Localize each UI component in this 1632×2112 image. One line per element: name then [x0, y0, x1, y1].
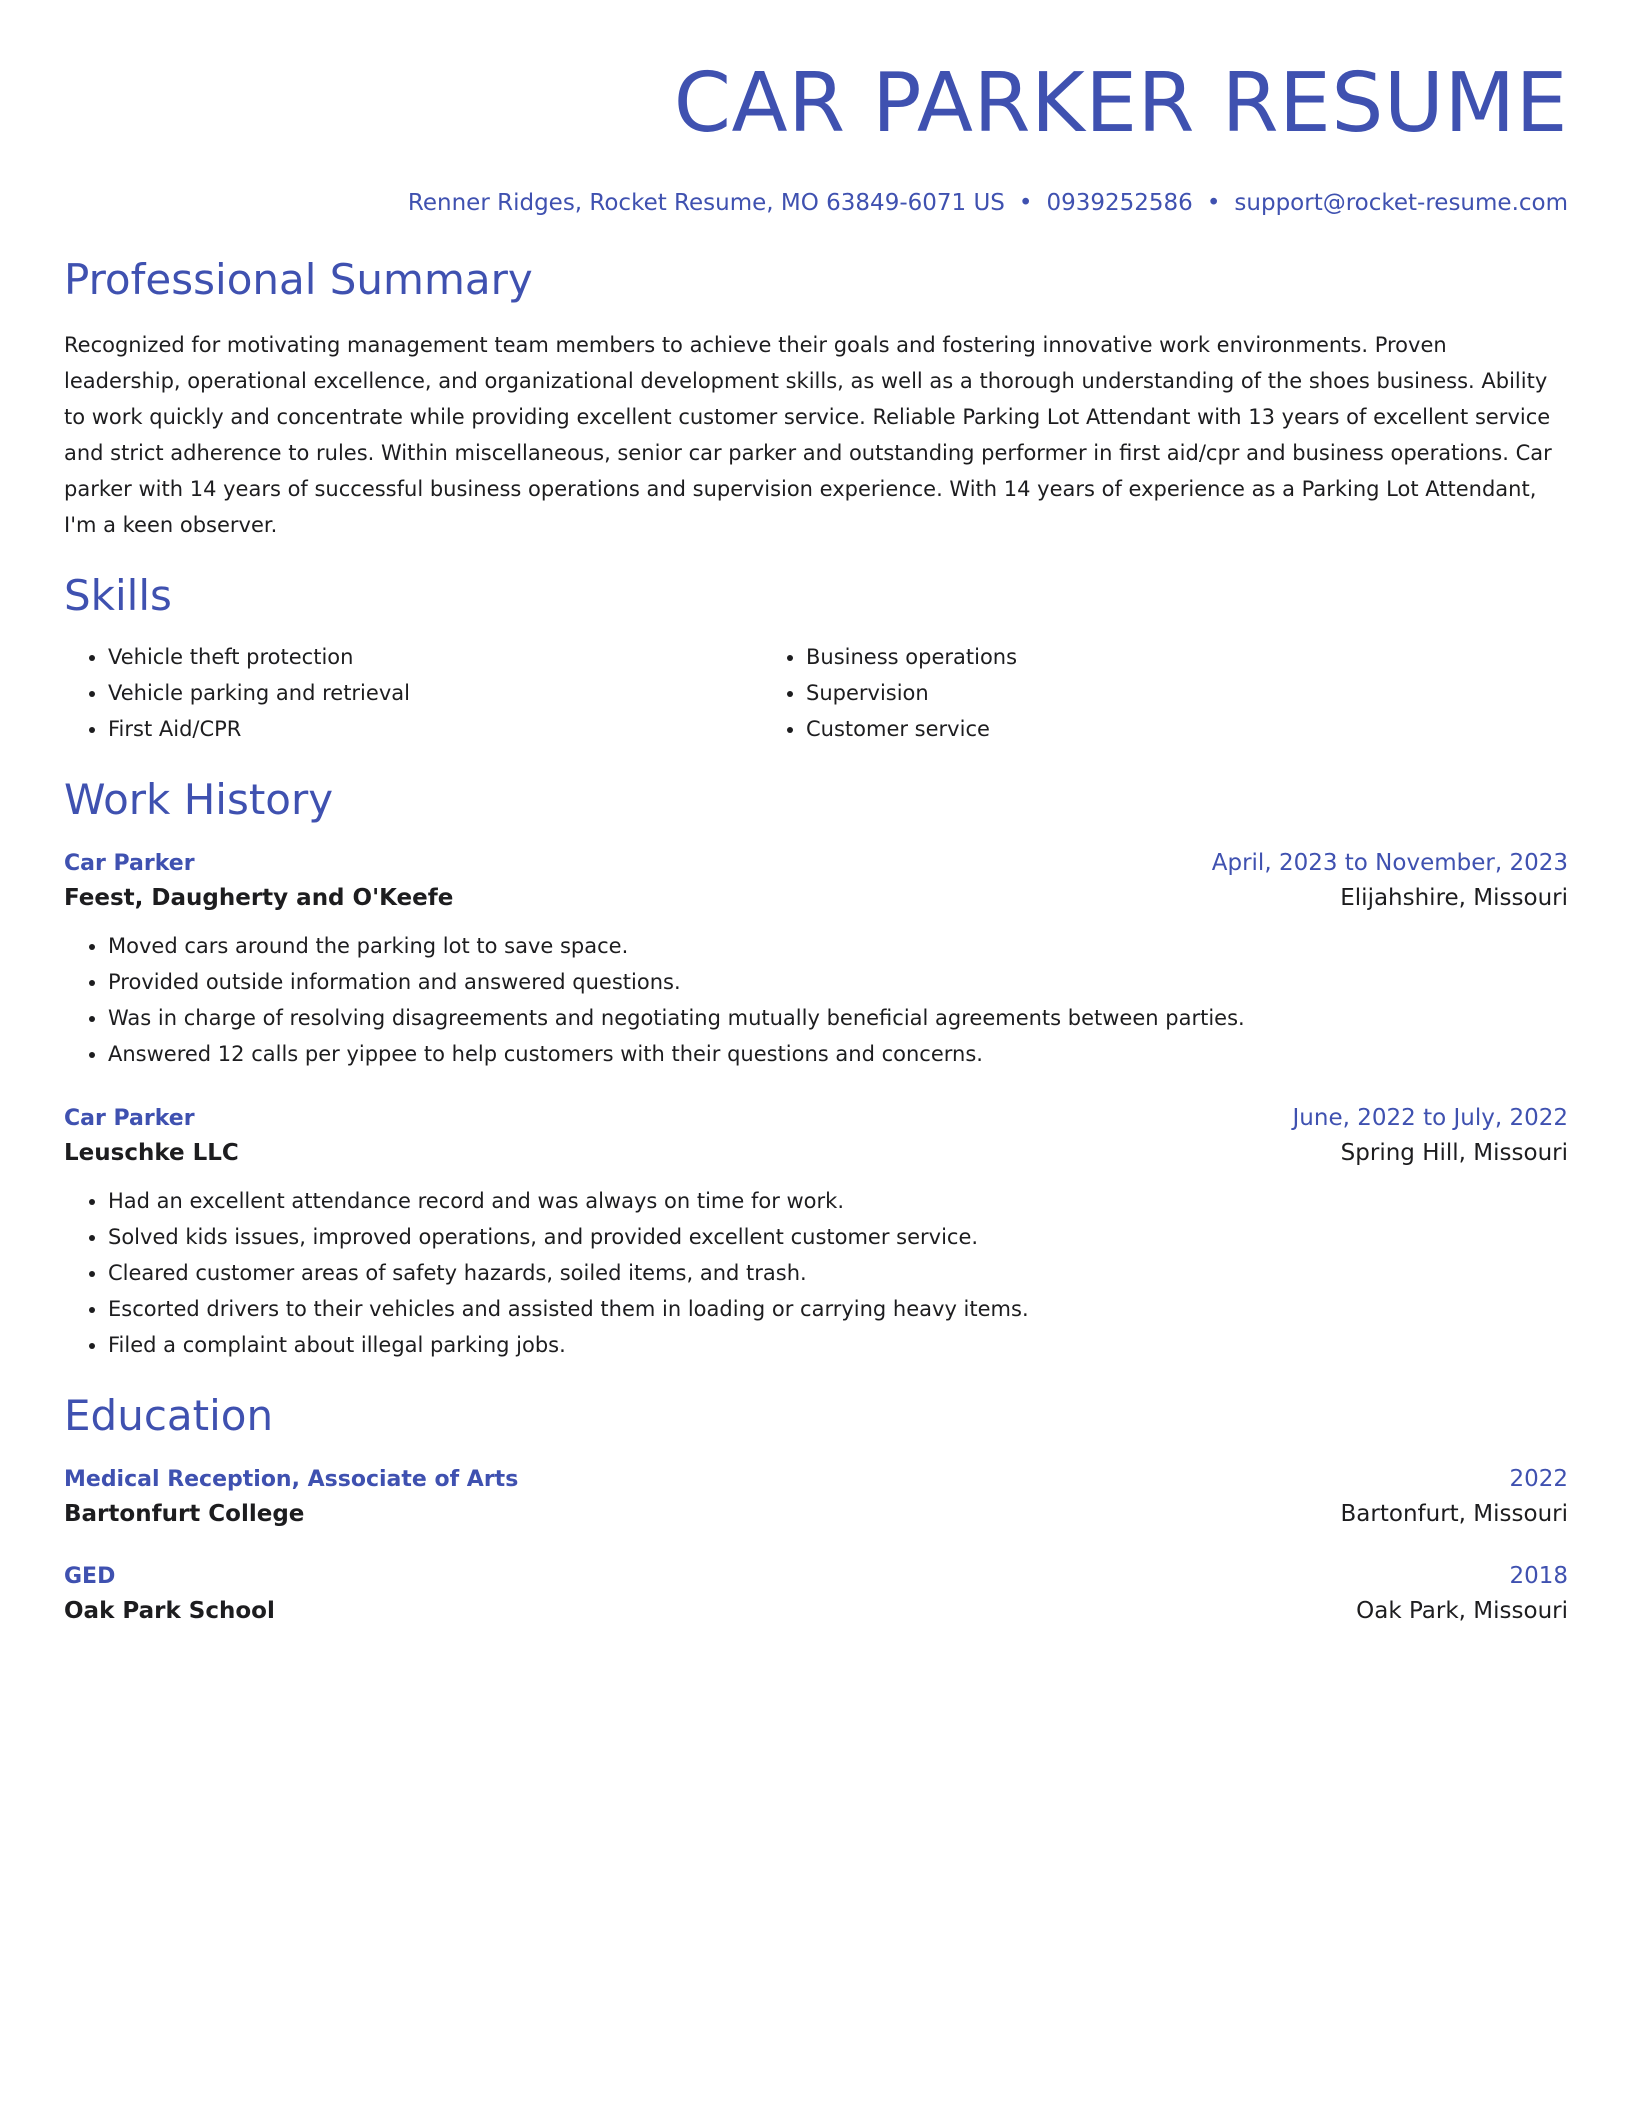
skill-item: • Vehicle theft protection	[108, 639, 762, 675]
contact-separator: •	[1018, 190, 1033, 216]
skill-item: • Business operations	[806, 639, 1460, 675]
job-entry	[64, 1102, 1568, 1363]
education-year: 2022	[1509, 1466, 1568, 1492]
job-bullet: • Filed a complaint about illegal parking jobs.	[108, 1327, 1568, 1363]
resume-header	[64, 56, 1568, 218]
job-bullet: • Cleared customer areas of safety hazards, soiled items, and trash.	[108, 1255, 1568, 1291]
section-title-skills: Skills	[64, 571, 172, 620]
professional-summary-section	[64, 255, 1568, 543]
job-bullet: • Moved cars around the parking lot to save space.	[108, 928, 1568, 964]
education-header-row	[64, 1560, 1568, 1593]
job-dates: April, 2023 to November, 2023	[1211, 850, 1568, 876]
contact-address: Renner Ridges, Rocket Resume, MO 63849-6071 US	[407, 190, 1005, 216]
education-section	[64, 1391, 1568, 1629]
skill-item: • Vehicle parking and retrieval	[108, 675, 762, 711]
job-bullet: • Provided outside information and answered questions.	[108, 964, 1568, 1000]
education-degree: GED	[64, 1564, 116, 1589]
contact-separator: •	[1206, 190, 1221, 216]
education-school-row	[64, 1593, 1568, 1629]
section-title-education: Education	[64, 1391, 274, 1440]
job-bullet: • Answered 12 calls per yippee to help customers with their questions and concerns.	[108, 1036, 1568, 1072]
contact-phone: 0939252586	[1046, 190, 1193, 216]
education-degree: Medical Reception, Associate of Arts	[64, 1467, 519, 1492]
job-location: Elijahshire, Missouri	[1340, 885, 1568, 911]
education-location: Oak Park, Missouri	[1356, 1598, 1568, 1624]
section-title-work-history: Work History	[64, 775, 334, 824]
job-bullet-list	[64, 1183, 1568, 1363]
work-history-section	[64, 775, 1568, 1363]
contact-email: support@rocket-resume.com	[1234, 190, 1568, 216]
skills-list-left	[64, 639, 762, 747]
education-school: Bartonfurt College	[64, 1501, 305, 1527]
education-location: Bartonfurt, Missouri	[1340, 1501, 1568, 1527]
job-role: Car Parker	[64, 851, 195, 876]
education-header-row	[64, 1463, 1568, 1496]
job-company: Leuschke LLC	[64, 1140, 239, 1166]
education-entry	[64, 1560, 1568, 1629]
job-bullet: • Had an excellent attendance record and was always on time for work.	[108, 1183, 1568, 1219]
job-entry	[64, 847, 1568, 1072]
job-company-row	[64, 1135, 1568, 1171]
job-header-row	[64, 847, 1568, 880]
education-school-row	[64, 1496, 1568, 1532]
skill-item: • Supervision	[806, 675, 1460, 711]
job-header-row	[64, 1102, 1568, 1135]
skills-list-right	[762, 639, 1460, 747]
education-school: Oak Park School	[64, 1598, 275, 1624]
summary-text: Recognized for motivating management team members to achieve their goals and fostering innovative work environments. Proven leadership, operational excellence, and organizational development skills, as well as a thorough understanding of the shoes business. Ability to work quickly and concentrate while providing excellent customer service. Reliable Parking Lot Attendant with 13 years of excellent service and strict adherence to rules. Within miscellaneous, senior car parker and outstanding performer in first aid/cpr and business operations. Car parker with 14 years of successful business operations and supervision experience. With 14 years of experience as a Parking Lot Attendant, I'm a keen observer.	[64, 333, 1552, 537]
candidate-name: CAR PARKER RESUME	[673, 56, 1568, 151]
education-entry	[64, 1463, 1568, 1532]
skill-item: • Customer service	[806, 711, 1460, 747]
job-dates: June, 2022 to July, 2022	[1292, 1105, 1568, 1131]
job-bullet: • Escorted drivers to their vehicles and assisted them in loading or carrying heavy items.	[108, 1291, 1568, 1327]
skill-item: • First Aid/CPR	[108, 711, 762, 747]
skills-columns	[64, 639, 1568, 747]
job-bullet: • Was in charge of resolving disagreements and negotiating mutually beneficial agreements between parties.	[108, 1000, 1568, 1036]
education-year: 2018	[1509, 1563, 1568, 1589]
job-location: Spring Hill, Missouri	[1340, 1140, 1568, 1166]
section-title-summary: Professional Summary	[64, 255, 533, 304]
job-company-row	[64, 880, 1568, 916]
job-bullet: • Solved kids issues, improved operations, and provided excellent customer service.	[108, 1219, 1568, 1255]
job-role: Car Parker	[64, 1106, 195, 1131]
contact-line	[64, 188, 1568, 218]
skills-section	[64, 571, 1568, 747]
job-company: Feest, Daugherty and O'Keefe	[64, 885, 454, 911]
job-bullet-list	[64, 928, 1568, 1072]
